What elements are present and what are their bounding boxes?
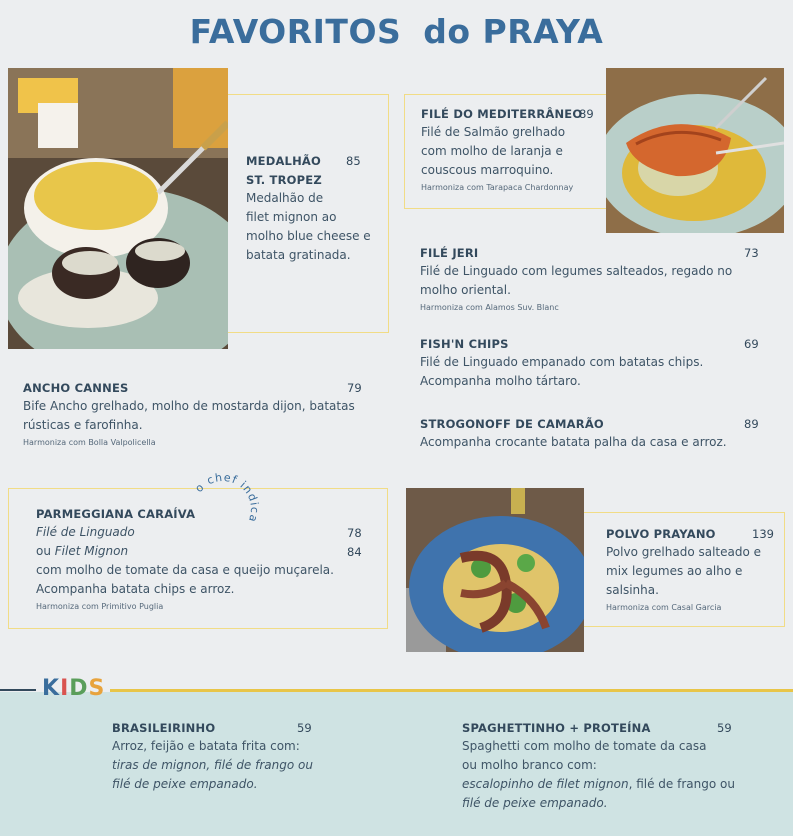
- file-jeri-name: FILÉ JERI: [420, 246, 479, 260]
- strogonoff-description: Acompanha crocante batata palha da casa e arroz.: [420, 435, 727, 449]
- page-title: [0, 12, 793, 51]
- parmeggiana-option-mignon: ou Filet Mignon: [36, 544, 129, 558]
- fish-chips-description: Filé de Linguado empanado com batatas chips. Acompanha molho tártaro.: [420, 355, 704, 388]
- chef-stamp-text: o chef indica: [192, 470, 262, 525]
- strogonoff-name: STROGONOFF DE CAMARÃO: [420, 417, 604, 431]
- spaghettinho-price: 59: [717, 721, 732, 735]
- parmeggiana-option-linguado: Filé de Linguado: [36, 525, 135, 539]
- polvo-description: Polvo grelhado salteado e mix legumes ao alho e salsinha.: [606, 545, 762, 597]
- brasileirinho-price: 59: [297, 721, 312, 735]
- medalhao-name: MEDALHÃO: [246, 154, 321, 168]
- spaghettinho-description: Spaghetti com molho de tomate da casa ou molho branco com: escalopinho de filet mignon, filé de frango ou filé de peixe empanado.: [462, 739, 735, 810]
- medalhao-description: Medalhão de filet mignon ao molho blue cheese e batata gratinada.: [246, 191, 371, 262]
- polvo-photo: [406, 488, 584, 652]
- mediterraneo-description: Filé de Salmão grelhado com molho de laranja e couscous marroquino.: [421, 125, 566, 177]
- kids-divider-left: [0, 689, 36, 691]
- brasileirinho-description: Arroz, feijão e batata frita com: tiras de mignon, filé de frango ou filé de peixe empanado.: [112, 739, 313, 791]
- ancho-pairing: Harmoniza com Bolla Valpolicella: [23, 438, 156, 447]
- mediterraneo-photo: [606, 68, 784, 233]
- title-do-praya: do PRAYA: [423, 12, 604, 51]
- kids-title: KIDS: [42, 676, 106, 701]
- brasileirinho-name: BRASILEIRINHO: [112, 721, 216, 735]
- parmeggiana-description: com molho de tomate da casa e queijo muçarela. Acompanha batata chips e arroz.: [36, 563, 334, 596]
- mediterraneo-pairing: Harmoniza com Tarapaca Chardonnay: [421, 183, 574, 192]
- file-jeri-description: Filé de Linguado com legumes salteados, regado no molho oriental.: [420, 264, 733, 297]
- parmeggiana-pairing: Harmoniza com Primitivo Puglia: [36, 602, 164, 611]
- parmeggiana-price-linguado: 78: [347, 526, 362, 540]
- mediterraneo-name: FILÉ DO MEDITERRÂNEO: [421, 107, 583, 121]
- parmeggiana-price-mignon: 84: [347, 545, 362, 559]
- title-favoritos: FAVORITOS: [189, 12, 402, 51]
- ancho-price: 79: [347, 381, 362, 395]
- fish-chips-name: FISH'N CHIPS: [420, 337, 509, 351]
- strogonoff-price: 89: [744, 417, 759, 431]
- medalhao-name-line2: ST. TROPEZ: [246, 173, 322, 187]
- medalhao-price: 85: [346, 154, 361, 168]
- parmeggiana-name: PARMEGGIANA CARAÍVA: [36, 507, 196, 521]
- file-jeri-pairing: Harmoniza com Alamos Suv. Blanc: [420, 303, 559, 312]
- fish-chips-price: 69: [744, 337, 759, 351]
- mediterraneo-price: 89: [579, 107, 594, 121]
- medalhao-photo: [8, 68, 228, 349]
- file-jeri-price: 73: [744, 246, 759, 260]
- polvo-name: POLVO PRAYANO: [606, 527, 716, 541]
- kids-divider-right: [110, 689, 793, 692]
- spaghettinho-name: SPAGHETTINHO + PROTEÍNA: [462, 721, 651, 735]
- polvo-price: 139: [752, 527, 774, 541]
- ancho-name: ANCHO CANNES: [23, 381, 129, 395]
- svg-text:o chef indica: [192, 471, 261, 525]
- polvo-pairing: Harmoniza com Casal Garcia: [606, 603, 722, 612]
- chef-recommends-stamp: [186, 465, 266, 545]
- ancho-description: Bife Ancho grelhado, molho de mostarda dijon, batatas rústicas e farofinha.: [23, 399, 355, 432]
